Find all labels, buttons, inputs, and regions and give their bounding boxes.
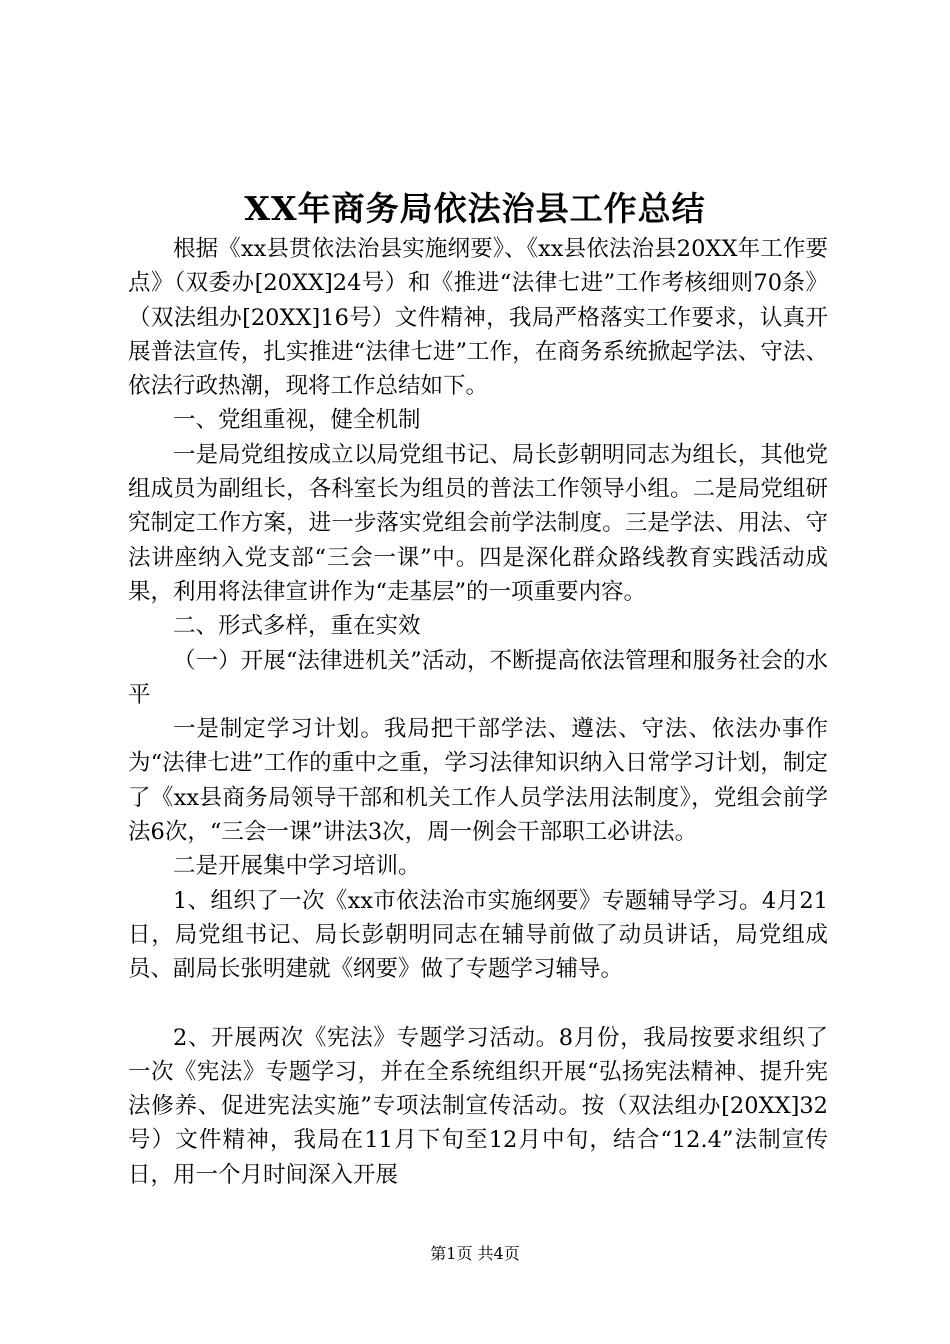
document-title: XX年商务局依法治县工作总结 [244, 189, 706, 228]
section-heading-2: 二、形式多样，重在实效 [173, 613, 421, 640]
page-footer: 第1页 共4页 [430, 1244, 520, 1263]
subsection-heading-1: （一）开展“法律进机关”活动，不断提高依法管理和服务社会的水平 [128, 647, 828, 708]
document-body [128, 232, 828, 1192]
paragraph-section-1: 一是局党组按成立以局党组书记、局长彭朝明同志为组长，其他党组成员为副组长，各科室长为组员的普法工作领导小组。二是局党组研究制定工作方案，进一步落实党组会前学法制度。三是学法、用法、守法讲座纳入党支部“三会一课”中。四是深化群众路线教育实践活动成果，利用将法律宣讲作为“走基层”的一项重要内容。 [128, 441, 828, 605]
paragraph-item-1: 1、组织了一次《xx市依法治市实施纲要》专题辅导学习。4月21日，局党组书记、局长彭朝明同志在辅导前做了动员讲话，局党组成员、副局长张明建就《纲要》做了专题学习辅导。 [128, 887, 828, 983]
paragraph-training: 二是开展集中学习培训。 [173, 853, 421, 880]
section-heading-1: 一、党组重视，健全机制 [173, 407, 421, 434]
paragraph-study-plan: 一是制定学习计划。我局把干部学法、遵法、守法、依法办事作为“法律七进”工作的重中之重，学习法律知识纳入日常学习计划，制定了《xx县商务局领导干部和机关工作人员学法用法制度》，党组会前学法6次，“三会一课”讲法3次，周一例会干部职工必讲法。 [128, 716, 828, 846]
paragraph-item-2: 2、开展两次《宪法》专题学习活动。8月份，我局按要求组织了一次《宪法》专题学习，并在全系统组织开展“弘扬宪法精神、提升宪法修养、促进宪法实施”专项法制宣传活动。按（双法组办[20XX]32号）文件精神，我局在11月下旬至12月中旬，结合“12.4”法制宣传日，用一个月时间深入开展 [128, 1024, 828, 1188]
paragraph-intro: 根据《xx县贯依法治县实施纲要》、《xx县依法治县20XX年工作要点》（双委办[20XX]24号）和《推进“法律七进”工作考核细则70条》（双法组办[20XX]16号）文件精神，我局严格落实工作要求，认真开展普法宣传，扎实推进“法律七进”工作，在商务系统掀起学法、守法、依法行政热潮，现将工作总结如下。 [128, 236, 828, 400]
blank-line [128, 987, 828, 1021]
